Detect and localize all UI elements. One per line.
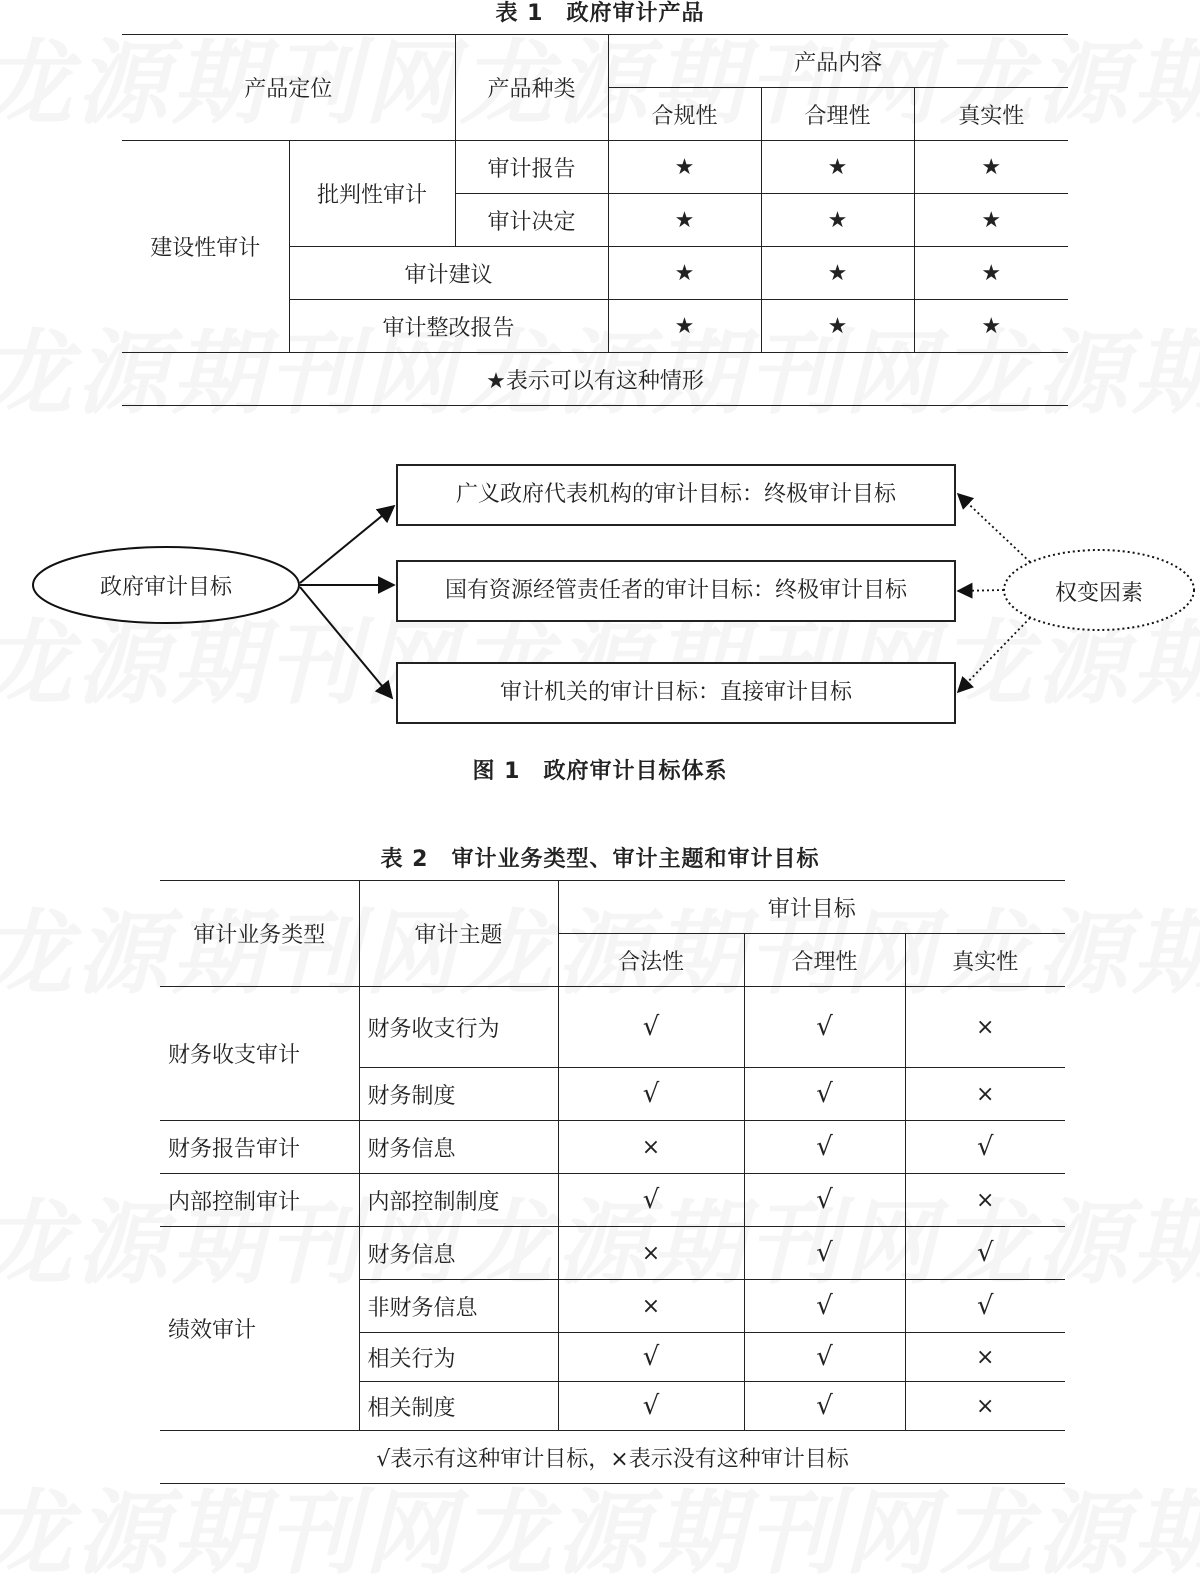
- t1-cell: ★: [608, 247, 761, 300]
- t2-cell: √: [744, 1121, 905, 1174]
- t2-row-theme: 相关制度: [359, 1382, 558, 1431]
- arrow-to-target-3: [300, 587, 392, 698]
- t2-cell: √: [905, 1227, 1065, 1280]
- t2-row-theme: 财务信息: [359, 1227, 558, 1280]
- factor-arrow-2: [958, 590, 1004, 591]
- t2-cell: ×: [558, 1121, 744, 1174]
- t2-cell: √: [744, 1333, 905, 1382]
- target-label-3: 审计机关的审计目标：直接审计目标: [499, 680, 852, 705]
- t2-header-rationality: 合理性: [744, 934, 905, 987]
- t1-cell: ★: [608, 141, 761, 194]
- t2-cell: √: [744, 1280, 905, 1333]
- t2-header-type: 审计业务类型: [160, 881, 359, 987]
- t2-cell: √: [744, 1068, 905, 1121]
- t2-header-theme: 审计主题: [359, 881, 558, 987]
- target-label-2: 国有资源经管责任者的审计目标：终极审计目标: [444, 578, 907, 603]
- t1-header-kind: 产品种类: [455, 35, 608, 141]
- source-node-label: 政府审计目标: [99, 575, 232, 600]
- t2-note: √表示有这种审计目标，×表示没有这种审计目标: [160, 1431, 1065, 1484]
- t2-row-theme: 财务信息: [359, 1121, 558, 1174]
- t2-cell: ×: [905, 987, 1065, 1068]
- t2-cell: √: [905, 1280, 1065, 1333]
- table2: [160, 880, 1065, 1484]
- t1-header-compliance: 合规性: [608, 88, 761, 141]
- t2-cell: √: [744, 1174, 905, 1227]
- t1-row-kind: 审计建议: [289, 247, 608, 300]
- t2-cell: √: [744, 1227, 905, 1280]
- table1: [122, 34, 1068, 406]
- t1-row-kind: 审计决定: [455, 194, 608, 247]
- t2-cell: √: [558, 1333, 744, 1382]
- target-box-3: [396, 662, 956, 724]
- t1-row-kind: 审计报告: [455, 141, 608, 194]
- t2-cell: ×: [905, 1382, 1065, 1431]
- t2-type-finance-income: 财务收支审计: [160, 987, 359, 1121]
- t1-header-positioning: 产品定位: [122, 35, 455, 141]
- t2-cell: √: [558, 1382, 744, 1431]
- t2-cell: ×: [558, 1280, 744, 1333]
- t2-cell: ×: [905, 1174, 1065, 1227]
- t2-row-theme: 相关行为: [359, 1333, 558, 1382]
- t2-type-performance: 绩效审计: [160, 1227, 359, 1431]
- t1-cell: ★: [761, 141, 914, 194]
- t2-type-internal-control: 内部控制审计: [160, 1174, 359, 1227]
- t2-row-theme: 财务制度: [359, 1068, 558, 1121]
- t2-header-legality: 合法性: [558, 934, 744, 987]
- t2-cell: √: [558, 987, 744, 1068]
- t2-cell: ×: [905, 1333, 1065, 1382]
- t2-header-goal: 审计目标: [558, 881, 1065, 934]
- t2-cell: √: [744, 987, 905, 1068]
- t2-cell: ×: [905, 1068, 1065, 1121]
- t2-cell: √: [558, 1068, 744, 1121]
- t2-cell: √: [905, 1121, 1065, 1174]
- t1-group-constructive: 建设性审计: [122, 141, 289, 353]
- factor-node-label: 权变因素: [1054, 581, 1143, 606]
- t1-cell: ★: [914, 300, 1068, 353]
- t2-row-theme: 非财务信息: [359, 1280, 558, 1333]
- t1-header-content: 产品内容: [608, 35, 1068, 88]
- t1-cell: ★: [914, 141, 1068, 194]
- factor-arrow-3: [958, 618, 1030, 692]
- t1-group-critical: 批判性审计: [289, 141, 455, 247]
- table1-caption: 表 1 政府审计产品: [495, 1, 705, 26]
- target-box-2: [396, 560, 956, 622]
- t1-header-rationality: 合理性: [761, 88, 914, 141]
- t1-cell: ★: [608, 194, 761, 247]
- figure1-caption: 图 1 政府审计目标体系: [472, 759, 728, 784]
- t1-cell: ★: [761, 300, 914, 353]
- t1-cell: ★: [761, 247, 914, 300]
- table2-caption: 表 2 审计业务类型、审计主题和审计目标: [380, 847, 820, 872]
- t1-cell: ★: [914, 247, 1068, 300]
- t1-header-authenticity: 真实性: [914, 88, 1068, 141]
- t1-row-kind: 审计整改报告: [289, 300, 608, 353]
- t1-cell: ★: [761, 194, 914, 247]
- t2-header-authenticity: 真实性: [905, 934, 1065, 987]
- t1-cell: ★: [608, 300, 761, 353]
- t2-cell: √: [558, 1174, 744, 1227]
- t2-row-theme: 内部控制制度: [359, 1174, 558, 1227]
- target-box-1: [396, 464, 956, 526]
- target-label-1: 广义政府代表机构的审计目标：终极审计目标: [455, 482, 896, 507]
- t2-cell: √: [744, 1382, 905, 1431]
- t2-cell: ×: [558, 1227, 744, 1280]
- t1-note: ★表示可以有这种情形: [122, 353, 1068, 406]
- factor-arrow-1: [958, 494, 1030, 562]
- t1-cell: ★: [914, 194, 1068, 247]
- arrow-to-target-1: [300, 506, 394, 583]
- t2-row-theme: 财务收支行为: [359, 987, 558, 1068]
- t2-type-finance-report: 财务报告审计: [160, 1121, 359, 1174]
